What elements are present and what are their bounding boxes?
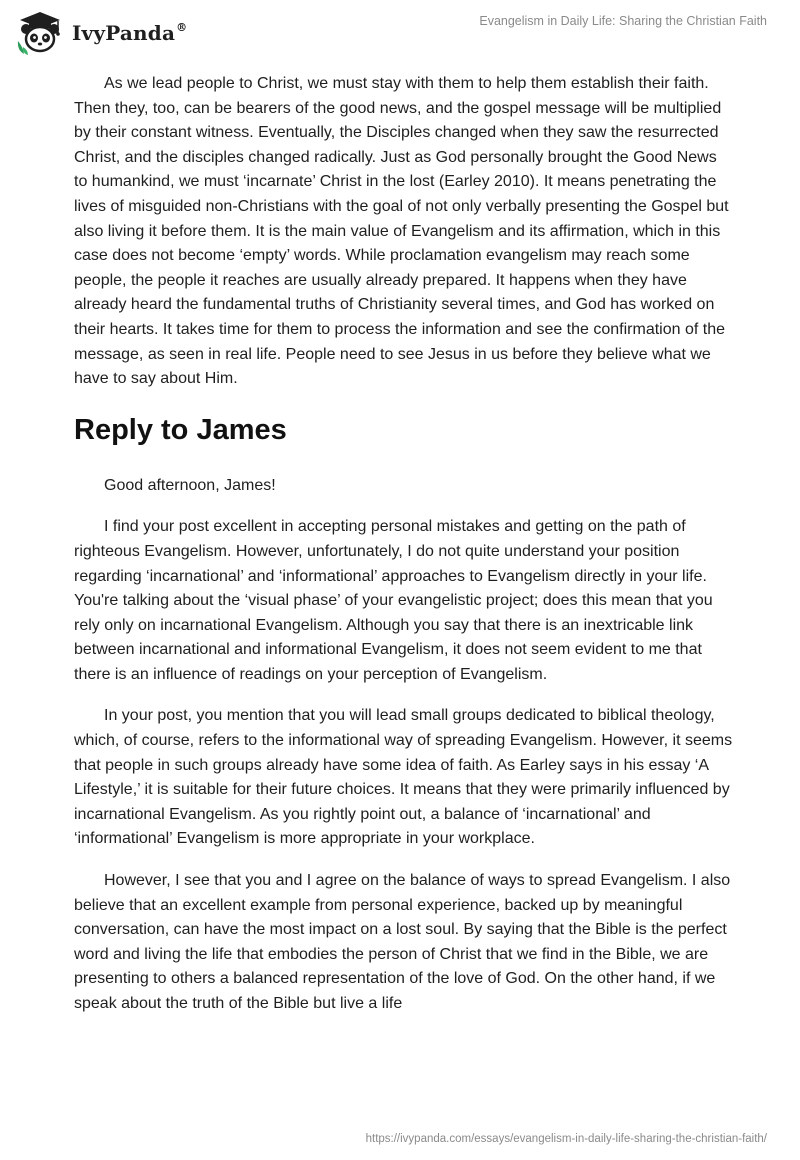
- body-paragraph: However, I see that you and I agree on the balance of ways to spread Evangelism. I also believe that an excellent example from personal experience, backed up by meaningful conversation, can have the most impact on a lost soul. By saying that the Bible is the perfect word and living the life that embodies the person of Christ that we find in the Bible, we are presenting to others a balanced representation of the love of God. On the other hand, if we speak about the truth of the Bible but live a life: [74, 872, 731, 1012]
- source-url[interactable]: https://ivypanda.com/essays/evangelism-in-daily-life-sharing-the-christian-faith/: [365, 1133, 767, 1145]
- brand-name: IvyPanda®: [72, 21, 188, 45]
- essay-content: [74, 72, 734, 1034]
- panda-mascot-icon: [14, 11, 66, 55]
- body-paragraph: In your post, you mention that you will lead small groups dedicated to biblical theology, which, of course, refers to the informational way of spreading Evangelism. However, it seems that people in such groups already have some idea of faith. As Earley says in his essay ‘A Lifestyle,’ it is suitable for their future choices. It means that they were primarily influenced by incarnational Evangelism. As you rightly point out, a balance of ‘incarnational’ and ‘informational’ Evangelism is more appropriate in your workplace.: [74, 707, 733, 848]
- section-heading: Reply to James: [74, 413, 287, 446]
- body-paragraph: I find your post excellent in accepting personal mistakes and getting on the path of righteous Evangelism. However, unfortunately, I do not quite understand your position regarding ‘incarnational’ and ‘informational’ approaches to Evangelism directly in your life. You're talking about the ‘visual phase’ of your evangelistic project; does this mean that you rely only on incarnational Evangelism. Although you say that there is an inextricable link between incarnational and informational Evangelism, it does not seem evident to me that there is an influence of readings on your perception of Evangelism.: [74, 518, 713, 683]
- greeting-paragraph: Good afternoon, James!: [104, 476, 276, 494]
- document-running-title: Evangelism in Daily Life: Sharing the Christian Faith: [479, 14, 767, 28]
- body-paragraph: As we lead people to Christ, we must stay with them to help them establish their faith. Then they, too, can be bearers of the good news, and the gospel message will be multiplied by their constant witness. Eventually, the Disciples changed when they saw the resurrected Christ, and the disciples changed radically. Just as God personally brought the Good News to humankind, we must ‘incarnate’ Christ in the lost (Earley 2010). It means penetrating the lives of misguided non-Christians with the goal of not only verbally presenting the Gospel but also living it before them. It is the main value of Evangelism and its affirmation, which in this case does not become ‘empty’ words. While proclamation evangelism may reach some people, the people it reaches are usually already prepared. It happens when they have already heard the fundamental truths of Christianity several times, and God has worked on their hearts. It takes time for them to process the information and see the confirmation of the message, as seen in real life. People need to see Jesus in us before they believe what we have to say about Him.: [74, 75, 729, 388]
- registered-mark: ®: [176, 21, 188, 34]
- page-header: [0, 0, 800, 64]
- brand-logo[interactable]: [14, 8, 187, 58]
